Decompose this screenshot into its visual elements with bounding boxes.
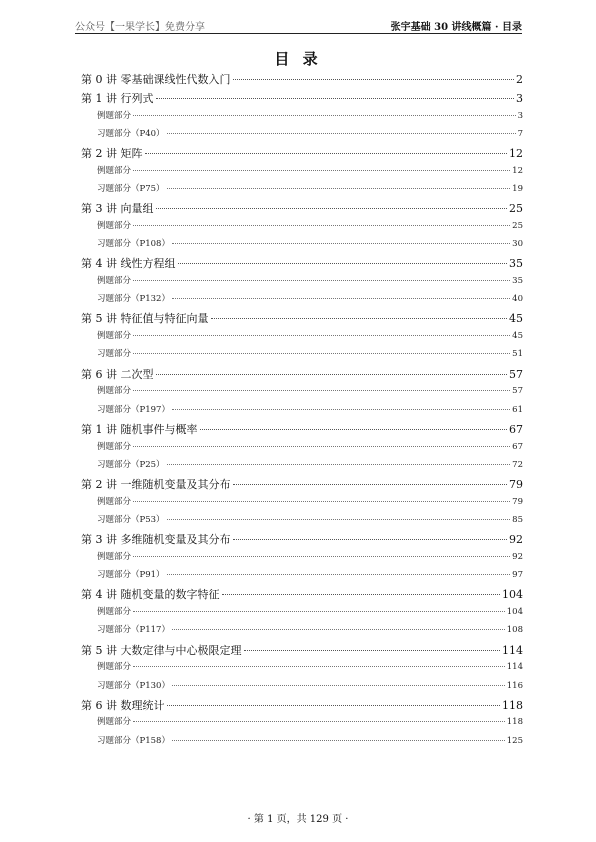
toc-dot-leader bbox=[167, 188, 511, 189]
toc-page-number: 3 bbox=[516, 91, 523, 105]
toc-page-number: 79 bbox=[509, 478, 523, 491]
toc-page-number: 30 bbox=[512, 239, 523, 250]
toc-section-entry[interactable] bbox=[81, 403, 523, 421]
toc-dot-leader bbox=[133, 170, 510, 171]
toc-dot-leader bbox=[233, 539, 508, 540]
toc-page-number: 35 bbox=[509, 257, 523, 271]
toc-dot-leader bbox=[133, 353, 510, 354]
toc-entry-label: 第 2 讲 一维随机变量及其分布 bbox=[81, 478, 231, 491]
toc-page-number: 67 bbox=[512, 441, 523, 452]
toc-dot-leader bbox=[172, 740, 505, 741]
toc-chapter-entry[interactable] bbox=[81, 145, 523, 164]
toc-chapter-entry[interactable] bbox=[81, 586, 523, 605]
toc-section-entry[interactable] bbox=[81, 440, 523, 458]
toc-entry-label: 第 3 讲 多维随机变量及其分布 bbox=[81, 533, 231, 547]
toc-entry-label: 第 1 讲 行列式 bbox=[81, 91, 154, 105]
toc-page-number: 92 bbox=[509, 533, 523, 547]
toc-section-entry[interactable] bbox=[81, 292, 523, 310]
toc-page-number: 25 bbox=[509, 202, 523, 216]
toc-section-entry[interactable] bbox=[81, 182, 523, 200]
toc-dot-leader bbox=[133, 390, 510, 391]
toc-page-number: 92 bbox=[512, 551, 523, 562]
toc-dot-leader bbox=[156, 208, 508, 209]
toc-dot-leader bbox=[156, 374, 508, 375]
toc-page-number: 118 bbox=[502, 698, 523, 712]
toc-entry-label: 习题部分 bbox=[97, 349, 132, 360]
toc-page-number: 45 bbox=[509, 312, 523, 326]
toc-entry-label: 习题部分（P53） bbox=[97, 514, 165, 525]
toc-dot-leader bbox=[233, 79, 515, 80]
toc-entry-label: 例题部分 bbox=[97, 331, 132, 342]
toc-section-entry[interactable] bbox=[81, 660, 523, 678]
toc-section-entry[interactable] bbox=[81, 550, 523, 568]
toc-dot-leader bbox=[222, 594, 501, 595]
toc-page-number: 108 bbox=[506, 625, 523, 636]
toc-entry-label: 例题部分 bbox=[97, 220, 132, 231]
toc-chapter-entry[interactable] bbox=[81, 531, 523, 550]
toc-page-number: 57 bbox=[512, 386, 523, 397]
toc-entry-label: 例题部分 bbox=[97, 717, 132, 728]
toc-page-number: 79 bbox=[512, 496, 523, 507]
toc-entry-label: 第 5 讲 特征值与特征向量 bbox=[81, 312, 209, 326]
toc-entry-label: 第 1 讲 随机事件与概率 bbox=[81, 422, 198, 436]
toc-dot-leader bbox=[133, 501, 510, 502]
toc-page-number: 104 bbox=[506, 607, 523, 618]
toc-dot-leader bbox=[178, 263, 508, 264]
toc-entry-label: 例题部分 bbox=[97, 441, 132, 452]
toc-entry-label: 第 4 讲 随机变量的数字特征 bbox=[81, 588, 220, 602]
toc-entry-label: 例题部分 bbox=[97, 110, 132, 121]
toc-entry-label: 第 0 讲 零基础课线性代数入门 bbox=[81, 73, 231, 86]
toc-page-number: 116 bbox=[506, 680, 523, 691]
toc-section-entry[interactable] bbox=[81, 347, 523, 365]
toc-dot-leader bbox=[133, 446, 510, 447]
toc-section-entry[interactable] bbox=[81, 568, 523, 586]
toc-entry-label: 习题部分（P25） bbox=[97, 459, 165, 470]
toc-page-number: 3 bbox=[517, 110, 523, 121]
toc-dot-leader bbox=[172, 409, 510, 410]
toc-chapter-entry[interactable] bbox=[81, 642, 523, 661]
page-header bbox=[75, 18, 522, 33]
toc-dot-leader bbox=[156, 98, 515, 99]
header-book-title: 张宇基础 30 讲线概篇 · 目录 bbox=[390, 22, 522, 33]
toc-section-entry[interactable] bbox=[81, 495, 523, 513]
toc-page-number: 40 bbox=[512, 294, 523, 305]
toc-chapter-entry[interactable] bbox=[81, 366, 523, 385]
toc-entry-label: 习题部分（P197） bbox=[97, 404, 170, 415]
toc-page-number: 61 bbox=[512, 404, 523, 415]
toc-entry-label: 例题部分 bbox=[97, 276, 132, 287]
toc-page-number: 104 bbox=[502, 588, 523, 602]
toc-dot-leader bbox=[133, 721, 505, 722]
toc-dot-leader bbox=[167, 464, 511, 465]
toc-dot-leader bbox=[244, 650, 501, 651]
toc-dot-leader bbox=[172, 629, 505, 630]
toc-page-number: 19 bbox=[512, 183, 523, 194]
toc-page-number: 25 bbox=[512, 220, 523, 231]
toc-entry-label: 第 6 讲 数理统计 bbox=[81, 698, 165, 712]
toc-chapter-entry[interactable] bbox=[81, 476, 523, 495]
toc-section-entry[interactable] bbox=[81, 458, 523, 476]
toc-section-entry[interactable] bbox=[81, 127, 523, 145]
toc-dot-leader bbox=[167, 519, 511, 520]
toc-chapter-entry[interactable] bbox=[81, 200, 523, 219]
toc-entry-label: 例题部分 bbox=[97, 551, 132, 562]
toc-dot-leader bbox=[133, 335, 510, 336]
toc-page-number: 118 bbox=[506, 717, 523, 728]
toc-dot-leader bbox=[133, 556, 510, 557]
toc-entry-label: 第 4 讲 线性方程组 bbox=[81, 257, 176, 271]
toc-page-number: 114 bbox=[502, 643, 523, 657]
toc-entry-label: 例题部分 bbox=[97, 496, 132, 507]
toc-section-entry[interactable] bbox=[81, 605, 523, 623]
toc-entry-label: 第 3 讲 向量组 bbox=[81, 202, 154, 216]
header-divider bbox=[75, 33, 522, 34]
toc-page-number: 72 bbox=[512, 459, 523, 470]
toc-chapter-entry[interactable] bbox=[81, 255, 523, 274]
toc-entry-label: 例题部分 bbox=[97, 607, 132, 618]
toc-dot-leader bbox=[172, 685, 505, 686]
toc-dot-leader bbox=[133, 115, 516, 116]
toc-dot-leader bbox=[167, 574, 511, 575]
toc-entry-label: 习题部分（P132） bbox=[97, 294, 170, 305]
toc-dot-leader bbox=[133, 225, 510, 226]
toc-page-number: 97 bbox=[512, 570, 523, 581]
toc-dot-leader bbox=[233, 484, 508, 485]
toc-entry-label: 第 2 讲 矩阵 bbox=[81, 146, 143, 160]
toc-section-entry[interactable] bbox=[81, 274, 523, 292]
toc-dot-leader bbox=[145, 153, 508, 154]
toc-page-number: 35 bbox=[512, 276, 523, 287]
toc-section-entry[interactable] bbox=[81, 329, 523, 347]
toc-section-entry[interactable] bbox=[81, 109, 523, 127]
toc-dot-leader bbox=[172, 298, 510, 299]
toc-entry-label: 例题部分 bbox=[97, 165, 132, 176]
toc-section-entry[interactable] bbox=[81, 623, 523, 641]
toc-page-number: 12 bbox=[512, 165, 523, 176]
toc-dot-leader bbox=[200, 429, 508, 430]
toc-dot-leader bbox=[167, 133, 516, 134]
toc-section-entry[interactable] bbox=[81, 715, 523, 733]
page-title: 目 录 bbox=[274, 50, 322, 68]
toc-entry-label: 第 6 讲 二次型 bbox=[81, 367, 154, 381]
toc-entry-label: 例题部分 bbox=[97, 662, 132, 673]
toc-entry-label: 例题部分 bbox=[97, 386, 132, 397]
toc-dot-leader bbox=[172, 243, 510, 244]
toc-entry-label: 习题部分（P75） bbox=[97, 183, 165, 194]
toc-entry-label: 习题部分（P91） bbox=[97, 570, 165, 581]
toc-page-number: 67 bbox=[509, 422, 523, 436]
toc-section-entry[interactable] bbox=[81, 513, 523, 531]
toc-entry-label: 习题部分（P158） bbox=[97, 735, 170, 746]
toc-page-number: 57 bbox=[509, 367, 523, 381]
toc-dot-leader bbox=[167, 705, 501, 706]
toc-dot-leader bbox=[133, 666, 505, 667]
toc-dot-leader bbox=[211, 318, 508, 319]
toc-chapter-entry[interactable] bbox=[81, 697, 523, 716]
toc-chapter-entry[interactable] bbox=[81, 71, 523, 90]
table-of-contents bbox=[81, 71, 523, 752]
toc-entry-label: 第 5 讲 大数定律与中心极限定理 bbox=[81, 643, 242, 657]
toc-page-number: 2 bbox=[516, 73, 523, 86]
toc-section-entry[interactable] bbox=[81, 734, 523, 752]
toc-entry-label: 习题部分（P108） bbox=[97, 239, 170, 250]
toc-dot-leader bbox=[133, 611, 505, 612]
header-source-text: 公众号【一果学长】免费分享 bbox=[75, 22, 205, 33]
toc-entry-label: 习题部分（P40） bbox=[97, 128, 165, 139]
page-footer: · 第 1 页，共 129 页 · bbox=[247, 814, 349, 825]
toc-dot-leader bbox=[133, 280, 510, 281]
toc-page-number: 125 bbox=[506, 735, 523, 746]
toc-section-entry[interactable] bbox=[81, 679, 523, 697]
toc-chapter-entry[interactable] bbox=[81, 421, 523, 440]
toc-section-entry[interactable] bbox=[81, 237, 523, 255]
toc-entry-label: 习题部分（P117） bbox=[97, 625, 170, 636]
toc-page-number: 7 bbox=[517, 128, 523, 139]
toc-page-number: 12 bbox=[509, 146, 523, 160]
toc-entry-label: 习题部分（P130） bbox=[97, 680, 170, 691]
toc-page-number: 45 bbox=[512, 331, 523, 342]
toc-page-number: 85 bbox=[512, 514, 523, 525]
toc-section-entry[interactable] bbox=[81, 164, 523, 182]
toc-section-entry[interactable] bbox=[81, 219, 523, 237]
toc-page-number: 114 bbox=[506, 662, 523, 673]
toc-chapter-entry[interactable] bbox=[81, 310, 523, 329]
toc-chapter-entry[interactable] bbox=[81, 90, 523, 109]
toc-page-number: 51 bbox=[512, 349, 523, 360]
toc-section-entry[interactable] bbox=[81, 384, 523, 402]
